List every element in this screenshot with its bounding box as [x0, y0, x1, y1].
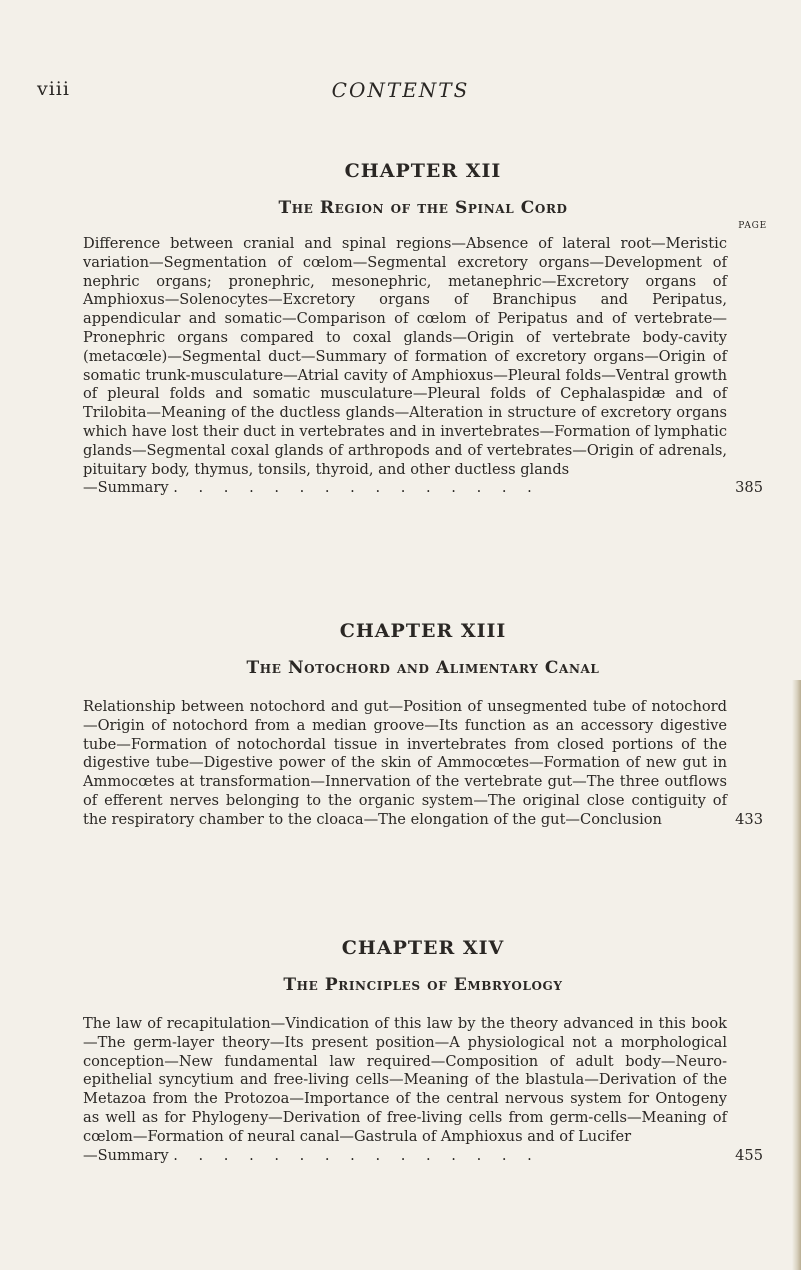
chapter-number: CHAPTER XII [344, 160, 502, 182]
leader-dots: . . . . . . . . . . . . . . . [173, 1146, 540, 1164]
chapter-section [83, 620, 763, 830]
page-edge-shadow [792, 680, 801, 1270]
page-number: 433 [735, 810, 763, 828]
chapter-section [83, 937, 763, 1165]
page-number: 385 [735, 479, 763, 497]
chapter-title: The Region of the Spinal Cord [278, 198, 568, 218]
chapter-summary [83, 698, 763, 830]
folio: viii [37, 78, 70, 100]
page-header [0, 78, 801, 108]
summary-tail: —Summary [83, 479, 169, 497]
summary-text: Difference between cranial and spinal regions—Absence of lateral root—Meristic variation—Segmentation of cœlom—Segmental excretory organs—Development of nephric organs; pronephric, mesonephric, metanephric—Excretory organs of Amphioxus—Solenocytes—Excretory organs of Branchipus and Peripatus, appendicular and somatic—Comparison of cœlom of Peripatus and of vertebrate—Pronephric organs compared to coxal glands—Origin of vertebrate body-cavity (metacœle)—Segmental duct—Summary of formation of excretory organs—Origin of somatic trunk-musculature—Atrial cavity of Amphioxus—Pleural folds—Ventral growth of pleural folds and somatic musculature—Pleural folds of Cephalaspidæ and of Trilobita—Meaning of the ductless glands—Alteration in structure of excretory organs which have lost their duct in vertebrates and in invertebrates—Formation of lymphatic glands—Segmental coxal glands of arthropods and of vertebrates—Origin of adrenals, pituitary body, thymus, tonsils, thyroid, and other ductless glands [83, 235, 727, 478]
summary-tail: —Summary [83, 1146, 169, 1164]
chapter-section [83, 160, 767, 498]
summary-last-line [83, 1147, 727, 1166]
chapter-summary [83, 235, 763, 498]
chapter-title: The Notochord and Alimentary Canal [246, 658, 600, 678]
page-column-label: PAGE [738, 221, 767, 231]
summary-text: Relationship between notochord and gut—Position of unsegmented tube of notochord—Origin of notochord from a median groove—Its function as an accessory digestive tube—Formation of notochordal tissue in invertebrates from closed portions of the digestive tube—Digestive power of the skin of Ammocœtes—Formation of new gut in Ammocœtes at transformation—Innervation of the vertebrate gut—The three outflows of efferent nerves belonging to the organic system—The original close contiguity of the respiratory chamber to the cloaca—The elongation of the gut—Conclusion [83, 698, 727, 828]
chapter-number: CHAPTER XIII [339, 620, 507, 642]
chapter-summary [83, 1015, 763, 1165]
chapter-number: CHAPTER XIV [341, 937, 505, 959]
running-title: CONTENTS [331, 78, 470, 102]
chapter-title: The Principles of Embryology [283, 975, 563, 995]
page-number: 455 [735, 1146, 763, 1164]
summary-text: The law of recapitulation—Vindication of this law by the theory advanced in this book—The germ-layer theory—Its present position—A physiological not a morphological conception—New fundamental law required—Composition of adult body—Neuro-epithelial syncytium and free-living cells—Meaning of the blastula—Derivation of the Metazoa from the Protozoa—Importance of the central nervous system for Ontogeny as well as for Phylogeny—Derivation of free-living cells from germ-cells—Meaning of cœlom—Formation of neural canal—Gastrula of Amphioxus and of Lucifer [83, 1015, 727, 1145]
leader-dots: . . . . . . . . . . . . . . . [173, 479, 540, 497]
summary-last-line [83, 479, 727, 498]
